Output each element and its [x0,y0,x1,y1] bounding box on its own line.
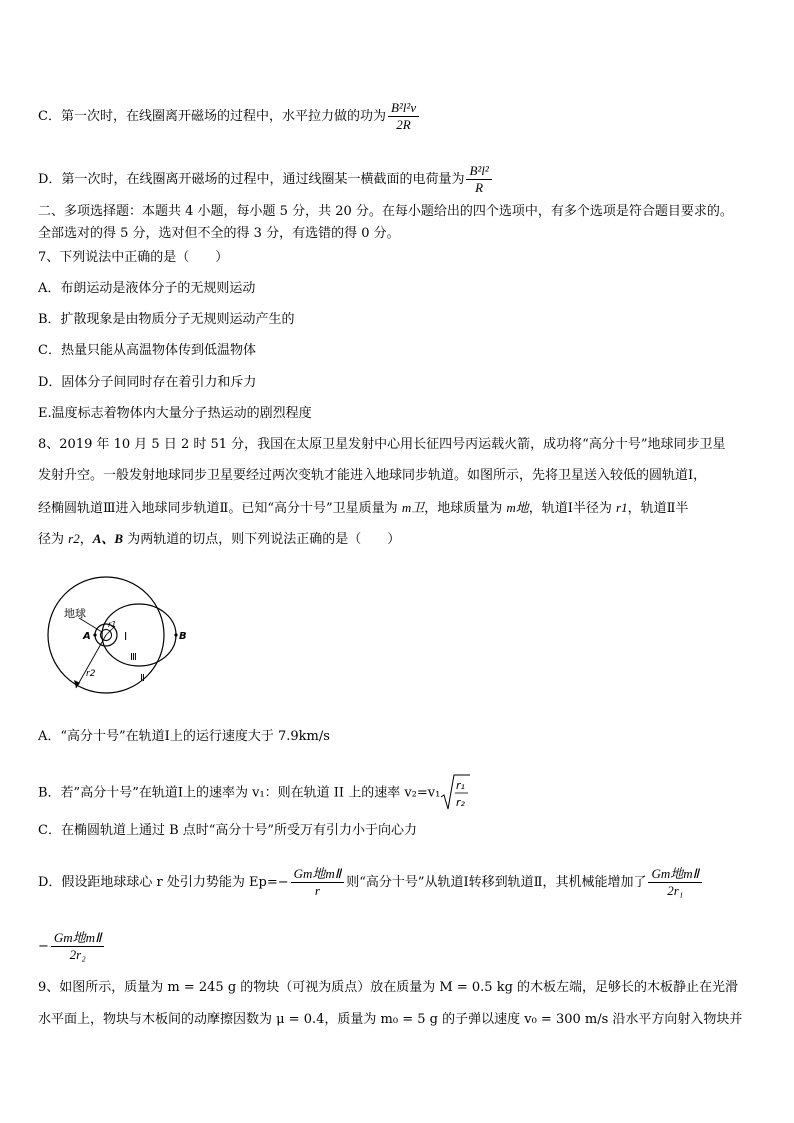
label-r2: r2 [86,669,96,679]
q8-line3: 经椭圆轨道Ⅲ进入地球同步轨道Ⅱ。已知“高分十号”卫星质量为 m卫，地球质量为 m地，轨道Ⅰ半径为 r1，轨道Ⅱ半 [38,500,689,516]
q7-option-a: A．布朗运动是液体分子的无规则运动 [38,281,256,296]
label-a: A [83,631,91,642]
potential-fraction: $\frac{\text{Gm地mⅡ}}{r}$ [291,866,345,899]
section2-line1: 二、多项选择题：本题共 4 小题，每小题 5 分，共 20 分。在每小题给出的四个选项中，有多个选项是符合题目要求的。 [38,204,733,219]
label-r1: r1 [108,620,117,629]
q7-option-c: C．热量只能从高温物体传到低温物体 [38,343,256,358]
energy-fraction-2: $\frac{\text{Gm地mⅡ}}{\text{2r₂}}$ [51,930,105,963]
q8-option-c: C．在椭圆轨道上通过 B 点时“高分十号”所受万有引力小于向心力 [38,823,418,838]
q7-option-e: E.温度标志着物体内大量分子热运动的剧烈程度 [38,406,312,421]
prev-option-d: D．第一次时，在线圈离开磁场的过程中，通过线圈某一横截面的电荷量为 $\frac{\text{B²l²}}{R}$ [38,163,494,196]
orbit-diagram [36,574,206,698]
section2-line2: 全部选对的得 5 分，选对但不全的得 3 分，有选错的得 0 分。 [38,226,400,241]
q8-option-b: B．若”高分十号”在轨道Ⅰ上的速率为 v₁：则在轨道 II 上的速率 v₂=v₁ r₁ r₂ [38,773,470,813]
q8-line2: 发射升空。一般发射地球同步卫星要经过两次变轨才能进入地球同步轨道。如图所示，先将卫星送入较低的圆轨道Ⅰ， [38,468,707,483]
svg-text:r₁: r₁ [456,779,466,792]
sqrt-symbol [440,773,470,813]
orbit-iii-ellipse [102,604,176,666]
q8-line4: 径为 r2，A、B 为两轨道的切点，则下列说法正确的是（ ） [38,531,401,547]
q8-line1: 8、2019 年 10 月 5 日 2 时 51 分，我国在太原卫星发射中心用长征四号丙运载火箭，成功将“高分十号”地球同步卫星 [38,437,726,452]
point-a [93,633,96,636]
label-b: B [179,631,187,642]
q7-option-d: D．固体分子间同时存在着引力和斥力 [38,375,257,390]
q7-option-b: B．扩散现象是由物质分子无规则运动产生的 [38,312,295,327]
prev-option-c: C．第一次时，在线圈离开磁场的过程中，水平拉力做的功为 $\frac{\text{B²l²v}}{2R}$ [38,100,421,133]
sqrt-ratio [440,773,470,813]
charge-fraction: $\frac{\text{B²l²}}{R}$ [466,163,491,196]
r2-line [76,635,106,688]
label-orbit-ii: Ⅱ [140,673,145,684]
q8-option-d: D．假设距地球球心 r 处引力势能为 Ep=− $\frac{\text{Gm地mⅡ}}{r}$ 则“高分十号”从轨道Ⅰ转移到轨道Ⅱ，其机械能增加了 $\frac{\text{Gm地mⅡ}}{\text{2r₁}}$ [38,866,704,899]
label-orbit-i: Ⅰ [124,630,128,643]
label-orbit-iii: Ⅲ [130,652,137,663]
q9-line1: 9、如图所示，质量为 m = 245 g 的物块（可视为质点）放在质量为 M = 0.5 kg 的木板左端，足够长的木板静止在光滑 [38,980,739,995]
work-fraction: $\frac{\text{B²l²v}}{2R}$ [388,100,419,133]
earth-pointer [79,618,102,632]
energy-fraction-1: $\frac{\text{Gm地mⅡ}}{\text{2r₁}}$ [648,866,702,899]
q7-stem: 7、下列说法中正确的是（ ） [38,250,229,265]
q8-option-a: A．“高分十号”在轨道Ⅰ上的运行速度大于 7.9km/s [38,729,330,744]
q8-option-d-cont: − $\frac{\text{Gm地mⅡ}}{\text{2r₂}}$ [38,930,106,963]
svg-text:r₂: r₂ [456,796,466,809]
q9-line2: 水平面上，物块与木板间的动摩擦因数为 μ = 0.4，质量为 m₀ = 5 g 的子弹以速度 v₀ = 300 m/s 沿水平方向射入物块并 [38,1012,743,1027]
earth-label: 地球 [64,607,86,620]
point-b [174,633,177,636]
